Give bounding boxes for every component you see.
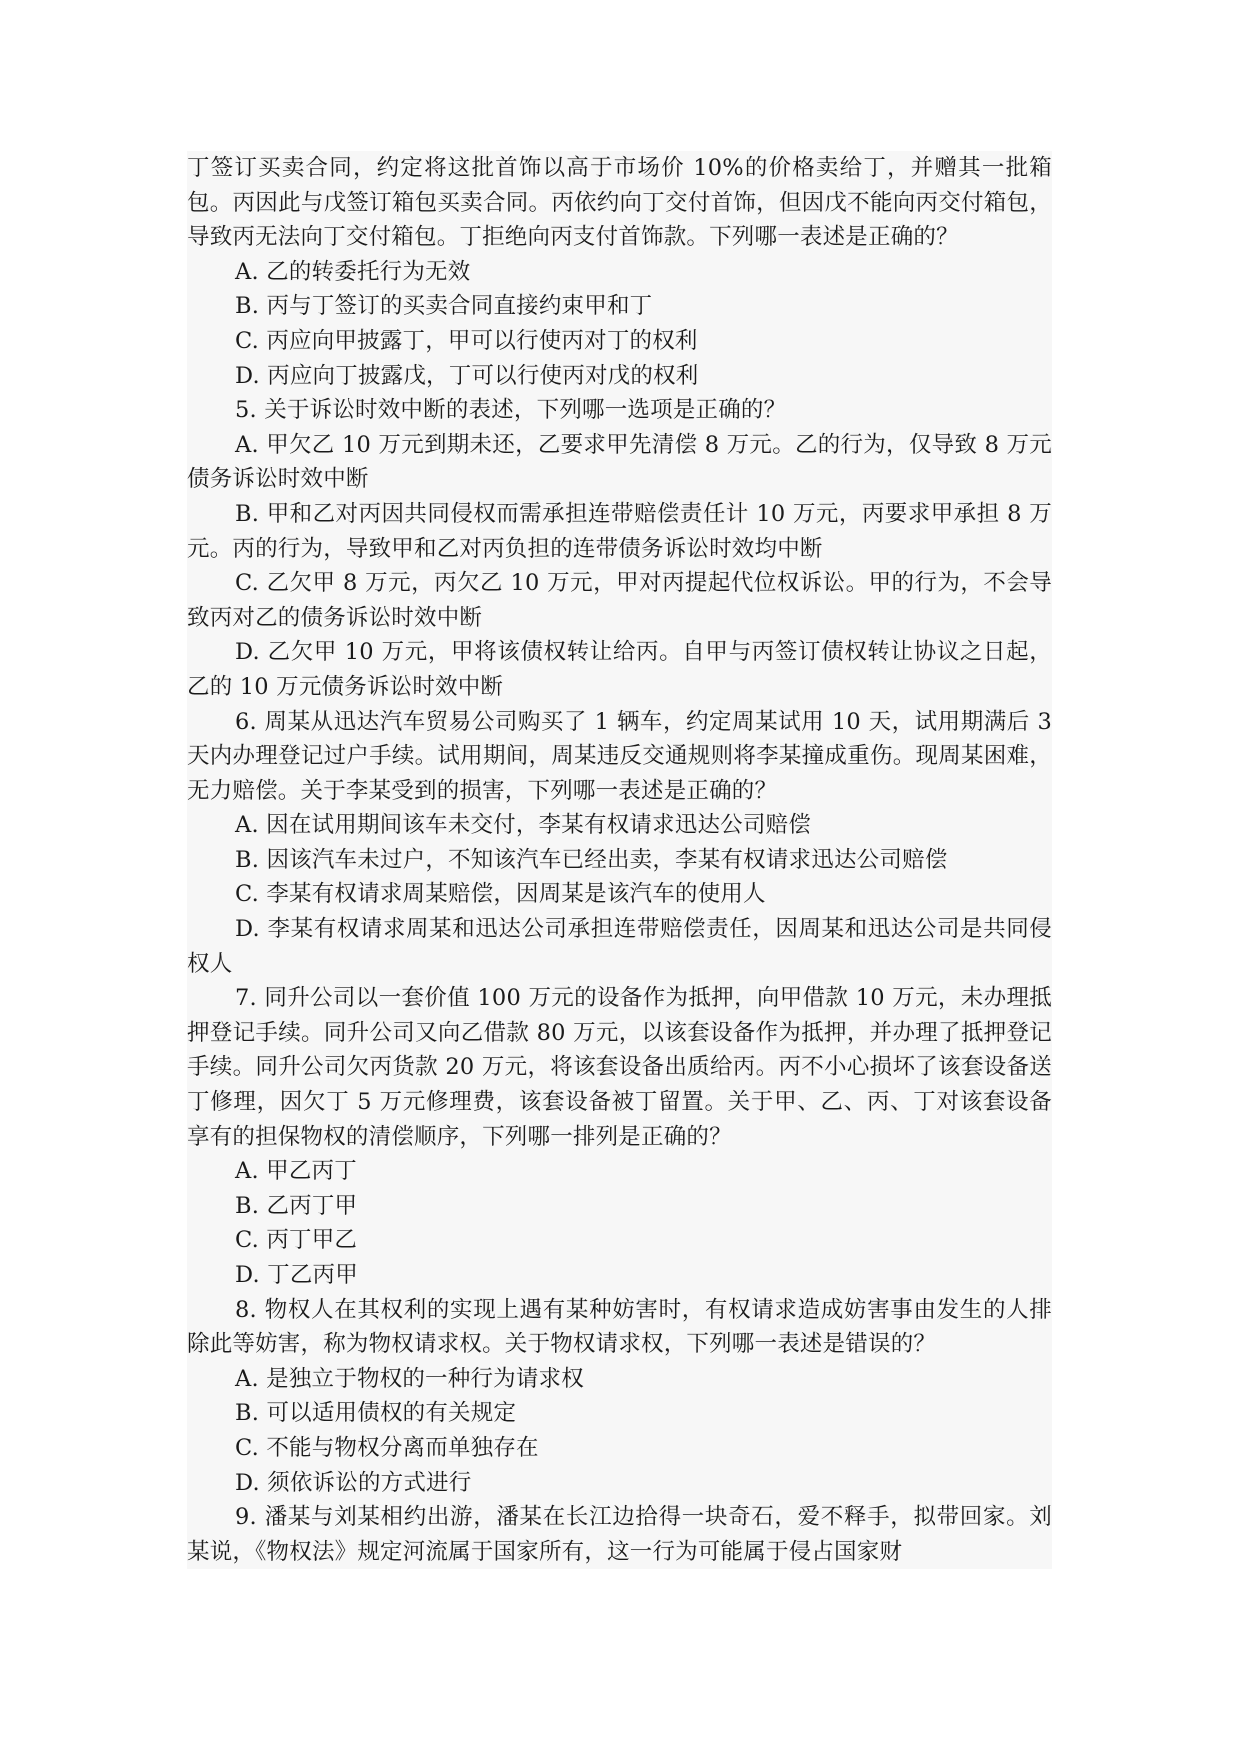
paragraph: A. 因在试用期间该车未交付，李某有权请求迅达公司赔偿: [235, 812, 811, 839]
paragraph: B. 可以适用债权的有关规定: [235, 1400, 517, 1427]
paragraph: D. 须依诉讼的方式进行: [235, 1469, 472, 1496]
paragraph: C. 李某有权请求周某赔偿，因周某是该汽车的使用人: [235, 881, 766, 908]
paragraph: A. 是独立于物权的一种行为请求权: [235, 1365, 584, 1392]
paragraph: 丁签订买卖合同，约定将这批首饰以高于市场价 10%的价格卖给丁，并赠其一批箱包。丙因此与戊签订箱包买卖合同。丙依约向丁交付首饰，但因戊不能向丙交付箱包，导致丙无法向丁交付箱包。丁拒绝向丙支付首饰款。下列哪一表述是正确的？: [187, 155, 1052, 251]
paragraph: C. 乙欠甲 8 万元，丙欠乙 10 万元，甲对丙提起代位权诉讼。甲的行为，不会导致丙对乙的债务诉讼时效中断: [187, 570, 1052, 631]
paragraph: 6. 周某从迅达汽车贸易公司购买了 1 辆车，约定周某试用 10 天，试用期满后 3 天内办理登记过户手续。试用期间，周某违反交通规则将李某撞成重伤。现周某困难，无力赔偿。关于李某受到的损害，下列哪一表述是正确的？: [187, 708, 1052, 804]
paragraph: D. 李某有权请求周某和迅达公司承担连带赔偿责任，因周某和迅达公司是共同侵权人: [187, 916, 1052, 977]
paragraph: 9. 潘某与刘某相约出游，潘某在长江边拾得一块奇石，爱不释手，拟带回家。刘某说，《物权法》规定河流属于国家所有，这一行为可能属于侵占国家财: [187, 1504, 1052, 1565]
paragraph: 5. 关于诉讼时效中断的表述，下列哪一选项是正确的？: [235, 397, 787, 424]
paragraph: 8. 物权人在其权利的实现上遇有某种妨害时，有权请求造成妨害事由发生的人排除此等妨害，称为物权请求权。关于物权请求权，下列哪一表述是错误的？: [187, 1296, 1052, 1358]
paragraph: 7. 同升公司以一套价值 100 万元的设备作为抵押，向甲借款 10 万元，未办理抵押登记手续。同升公司又向乙借款 80 万元，以该套设备作为抵押，并办理了抵押登记手续。同升公司欠丙货款 20 万元，将该套设备出质给丙。丙不小心损坏了该套设备送丁修理，因欠丁 5 万元修理费，该套设备被丁留置。关于甲、乙、丙、丁对该套设备享有的担保物权的清偿顺序，下列哪一排列是正确的？: [187, 985, 1052, 1150]
paragraph: A. 乙的转委托行为无效: [235, 258, 471, 285]
paragraph: B. 乙丙丁甲: [235, 1192, 358, 1219]
paragraph: D. 乙欠甲 10 万元，甲将该债权转让给丙。自甲与丙签订债权转让协议之日起，乙的 10 万元债务诉讼时效中断: [187, 639, 1052, 700]
paragraph: D. 丙应向丁披露戊，丁可以行使丙对戊的权利: [235, 362, 699, 389]
paragraph: B. 丙与丁签订的买卖合同直接约束甲和丁: [235, 293, 653, 320]
paragraph: B. 因该汽车未过户，不知该汽车已经出卖，李某有权请求迅达公司赔偿: [235, 846, 948, 873]
paragraph: A. 甲乙丙丁: [235, 1158, 357, 1185]
document-text-block: [187, 151, 1052, 1569]
paragraph: B. 甲和乙对丙因共同侵权而需承担连带赔偿责任计 10 万元，丙要求甲承担 8 万元。丙的行为，导致甲和乙对丙负担的连带债务诉讼时效均中断: [187, 500, 1052, 562]
paragraph: A. 甲欠乙 10 万元到期未还，乙要求甲先清偿 8 万元。乙的行为，仅导致 8 万元债务诉讼时效中断: [187, 431, 1052, 493]
paragraph: C. 丙应向甲披露丁，甲可以行使丙对丁的权利: [235, 327, 698, 354]
paragraph: D. 丁乙丙甲: [235, 1262, 358, 1288]
paragraph: C. 不能与物权分离而单独存在: [235, 1434, 539, 1461]
paragraph: C. 丙丁甲乙: [235, 1227, 358, 1254]
